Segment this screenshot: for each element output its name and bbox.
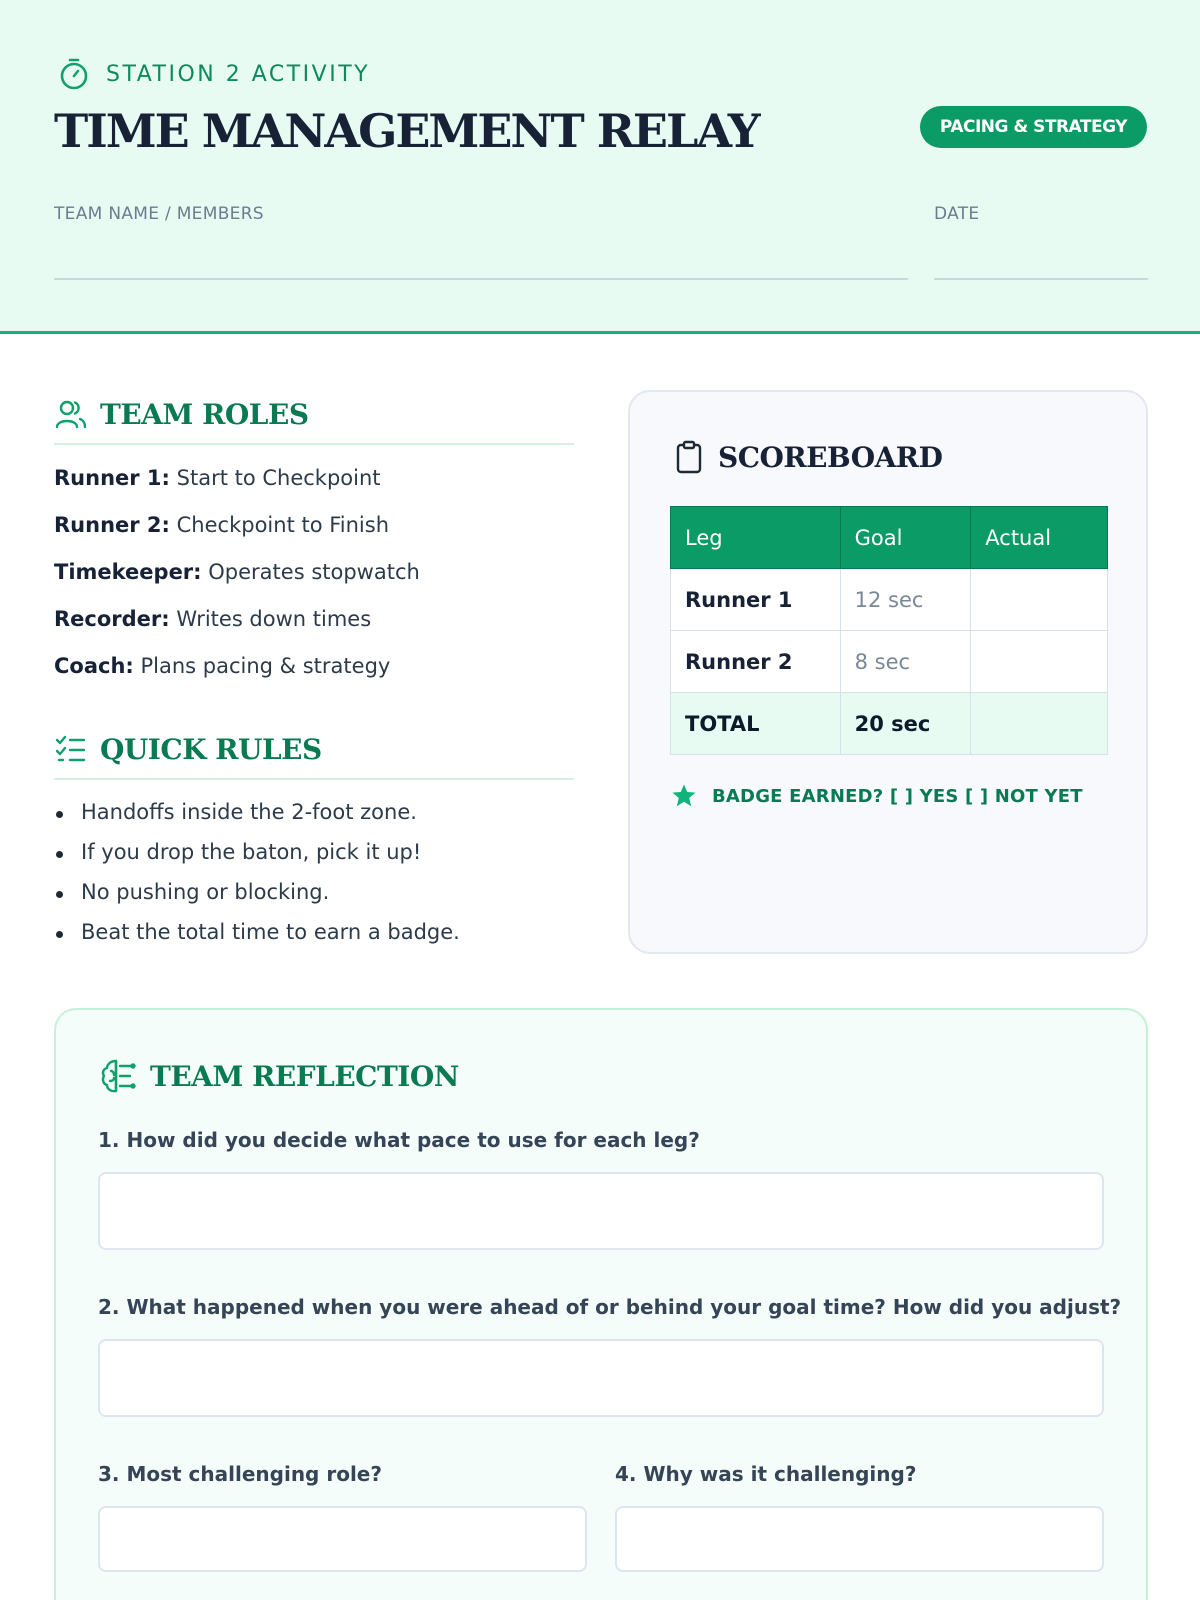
column-header-actual: Actual bbox=[971, 507, 1108, 569]
question-3: 3. Most challenging role? bbox=[98, 1462, 382, 1486]
team-roles-heading bbox=[54, 397, 309, 431]
list-item bbox=[54, 607, 574, 654]
total-goal-cell: 20 sec bbox=[840, 693, 971, 755]
answer-box-1[interactable] bbox=[98, 1172, 1104, 1250]
rules-list bbox=[54, 800, 574, 960]
scoreboard-table bbox=[670, 506, 1108, 755]
team-roles-title: TEAM ROLES bbox=[100, 397, 309, 431]
team-name-label: TEAM NAME / MEMBERS bbox=[54, 204, 264, 224]
quick-rules-title: QUICK RULES bbox=[100, 732, 322, 766]
scoreboard-card bbox=[628, 390, 1148, 954]
role-name: Runner 2: bbox=[54, 513, 170, 537]
topic-badge: PACING & STRATEGY bbox=[920, 106, 1147, 148]
leg-cell: Runner 1 bbox=[671, 569, 841, 631]
scoreboard-title: SCOREBOARD bbox=[718, 440, 943, 474]
star-icon bbox=[670, 782, 698, 810]
actual-cell[interactable] bbox=[971, 631, 1108, 693]
answer-box-3[interactable] bbox=[98, 1506, 587, 1572]
total-row bbox=[671, 693, 1108, 755]
divider bbox=[54, 443, 574, 445]
role-description: Checkpoint to Finish bbox=[176, 513, 390, 537]
team-reflection-heading bbox=[98, 1056, 459, 1096]
badge-earned-text: BADGE EARNED? [ ] YES [ ] NOT YET bbox=[712, 785, 1083, 807]
badge-earned bbox=[670, 782, 1083, 810]
answer-box-2[interactable] bbox=[98, 1339, 1104, 1417]
stopwatch-icon bbox=[54, 54, 94, 94]
users-icon bbox=[54, 397, 88, 431]
role-description: Start to Checkpoint bbox=[176, 466, 381, 490]
date-field[interactable] bbox=[934, 278, 1148, 280]
column-header-goal: Goal bbox=[840, 507, 971, 569]
list-item bbox=[54, 654, 574, 701]
goal-cell: 12 sec bbox=[840, 569, 971, 631]
table-row bbox=[671, 569, 1108, 631]
team-name-field[interactable] bbox=[54, 278, 908, 280]
leg-cell: Runner 2 bbox=[671, 631, 841, 693]
table-row bbox=[671, 631, 1108, 693]
list-item: Beat the total time to earn a badge. bbox=[54, 920, 574, 960]
scoreboard-heading bbox=[672, 440, 942, 474]
date-label: DATE bbox=[934, 204, 980, 224]
list-item bbox=[54, 560, 574, 607]
list-item: No pushing or blocking. bbox=[54, 880, 574, 920]
brain-icon bbox=[98, 1056, 138, 1096]
column-header-leg: Leg bbox=[671, 507, 841, 569]
checklist-icon bbox=[54, 732, 88, 766]
question-4: 4. Why was it challenging? bbox=[615, 1462, 917, 1486]
list-item bbox=[54, 466, 574, 513]
role-name: Coach: bbox=[54, 654, 134, 678]
total-label-cell: TOTAL bbox=[671, 693, 841, 755]
station-label-text: STATION 2 ACTIVITY bbox=[106, 61, 371, 87]
roles-list bbox=[54, 466, 574, 701]
team-reflection-card bbox=[54, 1008, 1148, 1600]
role-name: Runner 1: bbox=[54, 466, 170, 490]
actual-cell[interactable] bbox=[971, 569, 1108, 631]
quick-rules-heading bbox=[54, 732, 322, 766]
clipboard-icon bbox=[672, 440, 706, 474]
answer-box-4[interactable] bbox=[615, 1506, 1104, 1572]
divider bbox=[54, 778, 574, 780]
role-name: Timekeeper: bbox=[54, 560, 202, 584]
page-header bbox=[0, 0, 1200, 334]
goal-cell: 8 sec bbox=[840, 631, 971, 693]
team-reflection-title: TEAM REFLECTION bbox=[150, 1059, 459, 1093]
page-title: TIME MANAGEMENT RELAY bbox=[54, 104, 759, 158]
station-label bbox=[54, 54, 370, 94]
list-item bbox=[54, 513, 574, 560]
total-actual-cell[interactable] bbox=[971, 693, 1108, 755]
role-description: Operates stopwatch bbox=[208, 560, 420, 584]
role-name: Recorder: bbox=[54, 607, 170, 631]
question-2: 2. What happened when you were ahead of or behind your goal time? How did you adjust? bbox=[98, 1295, 1122, 1319]
role-description: Plans pacing & strategy bbox=[140, 654, 391, 678]
role-description: Writes down times bbox=[176, 607, 372, 631]
question-1: 1. How did you decide what pace to use for each leg? bbox=[98, 1128, 700, 1152]
table-header-row bbox=[671, 507, 1108, 569]
list-item: Handoffs inside the 2-foot zone. bbox=[54, 800, 574, 840]
list-item: If you drop the baton, pick it up! bbox=[54, 840, 574, 880]
